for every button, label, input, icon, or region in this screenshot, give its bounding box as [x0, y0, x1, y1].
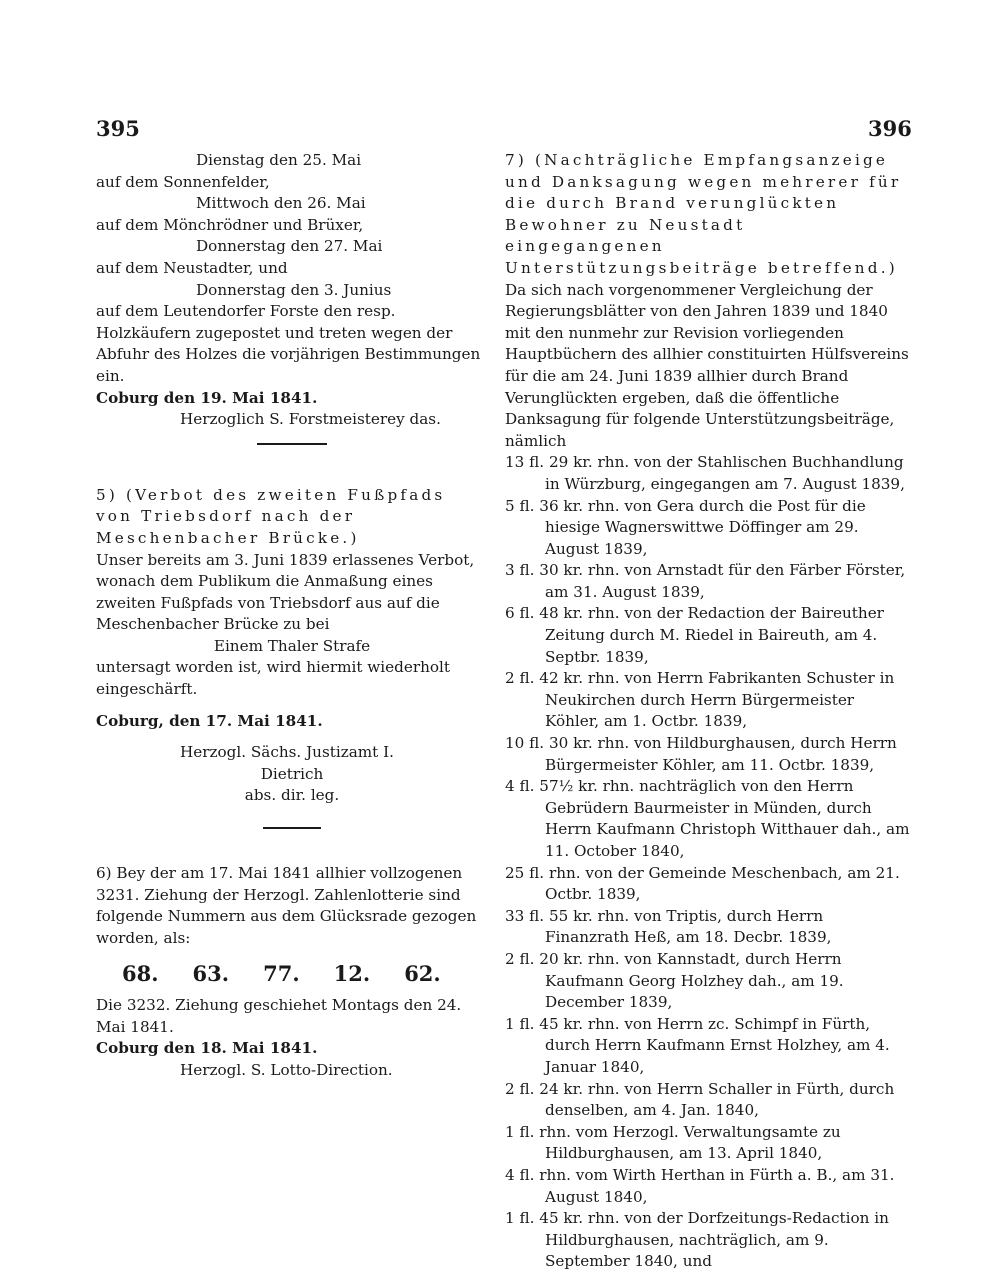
- donation-entry: 2 fl. 42 kr. rhn. von Herrn Fabrikanten Schuster in Neukirchen durch Herrn Bürgermeister Köhler, am 1. Octbr. 1839,: [505, 669, 895, 731]
- section-divider: [257, 443, 327, 445]
- lottery-number: 12.: [333, 961, 371, 987]
- lottery-number: 63.: [192, 961, 230, 987]
- schedule-place-4: auf dem Leutendorfer Forste den resp. Holzkäufern zugepostet und treten wegen der Abfuhr des Holzes die vorjährigen Bestimmungen ein.: [96, 302, 481, 385]
- donation-entry: 5 fl. 36 kr. rhn. von Gera durch die Post für die hiesige Wagnerswittwe Döffinger am 29. August 1839,: [505, 496, 866, 558]
- notice7-intro: Da sich nach vorgenommener Vergleichung der Regierungsblätter von den Jahren 1839 und 1840 mit den nunmehr zur Revision vorliegenden Hauptbüchern des allhier constituirten Hülfsvereins für die am 24. Juni 1839 allhier durch Brand Verunglückten ergeben, daß die öffentliche Danksagung für folgende Unterstützungsbeiträge, nämlich: [505, 280, 909, 450]
- lottery-number: 62.: [404, 961, 441, 987]
- notice5-date: Coburg, den 17. Mai 1841.: [96, 711, 323, 730]
- donation-entry: 1 fl. 45 kr. rhn. von Herrn zc. Schimpf in Fürth, durch Herrn Kaufmann Ernst Holzhey, am 4. Januar 1840,: [505, 1014, 890, 1076]
- notice4-date: Coburg den 19. Mai 1841.: [96, 388, 318, 407]
- lottery-number: 77.: [263, 961, 300, 987]
- donation-entry: 1 fl. 45 kr. rhn. von der Dorfzeitungs-Redaction in Hildburghausen, nachträglich, am 9. September 1840, und: [505, 1209, 889, 1271]
- notice5-body: Unser bereits am 3. Juni 1839 erlassenes Verbot, wonach dem Publikum die Anmaßung eines zweiten Fußpfads von Triebsdorf aus auf die Meschenbacher Brücke zu bei: [96, 550, 475, 634]
- left-column: [96, 150, 488, 1081]
- page-number-left: 395: [96, 116, 140, 141]
- lottery-number: 68.: [122, 961, 159, 987]
- lottery-numbers: [122, 963, 488, 985]
- notice5-title: 5) (Verbot des zweiten Fußpfads von Triebsdorf nach der Meschenbacher Brücke.): [96, 485, 446, 547]
- donation-entry: 2 fl. 20 kr. rhn. von Kannstadt, durch Herrn Kaufmann Georg Holzhey dah., am 19. December 1839,: [505, 949, 844, 1012]
- spacer: [96, 459, 488, 485]
- notice5-signature: Herzogl. Sächs. Justizamt I.: [180, 743, 394, 762]
- notice5-body-continued: untersagt worden ist, wird hiermit wiederholt eingeschärft.: [96, 658, 450, 699]
- schedule-date-3: Donnerstag den 27. Mai: [196, 237, 383, 256]
- notice5-penalty: Einem Thaler Strafe: [213, 636, 371, 655]
- donation-entry: 33 fl. 55 kr. rhn. von Triptis, durch Herrn Finanzrath Heß, am 18. Decbr. 1839,: [505, 906, 832, 947]
- spacer: [96, 732, 488, 742]
- schedule-place-3: auf dem Neustadter, und: [96, 258, 288, 277]
- page-number-right: 396: [868, 116, 912, 141]
- spacer: [96, 701, 488, 711]
- notice6-next-draw: Die 3232. Ziehung geschiehet Montags den 24. Mai 1841.: [96, 996, 462, 1036]
- donation-entry: 25 fl. rhn. von der Gemeinde Meschenbach, am 21. Octbr. 1839,: [505, 863, 900, 904]
- schedule-date-4: Donnerstag den 3. Junius: [196, 280, 392, 299]
- donation-entry: 4 fl. rhn. vom Wirth Herthan in Fürth a. B., am 31. August 1840,: [505, 1165, 895, 1206]
- donation-entry: 13 fl. 29 kr. rhn. von der Stahlischen Buchhandlung in Würzburg, eingegangen am 7. August 1839,: [505, 453, 905, 493]
- donation-entry: 1 fl. rhn. vom Herzogl. Verwaltungsamte zu Hildburghausen, am 13. April 1840,: [505, 1122, 841, 1163]
- donation-entry: 3 fl. 30 kr. rhn. von Arnstadt für den Färber Förster, am 31. August 1839,: [505, 561, 906, 601]
- schedule-place-2: auf dem Mönchrödner und Brüxer,: [96, 215, 364, 234]
- donation-entry: 10 fl. 30 kr. rhn. von Hildburghausen, durch Herrn Bürgermeister Köhler, am 11. Octbr. 1839,: [505, 734, 897, 774]
- notice6-date: Coburg den 18. Mai 1841.: [96, 1039, 318, 1058]
- notice5-name: Dietrich: [260, 764, 324, 783]
- notice5-name-note: abs. dir. leg.: [244, 786, 340, 805]
- schedule-place-1: auf dem Sonnenfelder,: [96, 172, 270, 191]
- notice7-title: 7) (Nachträgliche Empfangsanzeige und Danksagung wegen mehrerer für die durch Brand verunglückten Bewohner zu Neustadt eingegangenen Unterstützungsbeiträge betreffend.): [505, 151, 902, 277]
- donation-entry: 6 fl. 48 kr. rhn. von der Redaction der Baireuther Zeitung durch M. Riedel in Baireuth, am 4. Septbr. 1839,: [505, 604, 884, 666]
- notice6-body: 6) Bey der am 17. Mai 1841 allhier vollzogenen 3231. Ziehung der Herzogl. Zahlenlotterie sind folgende Nummern aus dem Glücksrade gezogen worden, als:: [96, 864, 477, 947]
- right-column: [505, 150, 911, 1273]
- notice4-signature: Herzoglich S. Forstmeisterey das.: [180, 410, 441, 429]
- section-divider: [263, 827, 321, 829]
- donation-entry: 2 fl. 24 kr. rhn. von Herrn Schaller in Fürth, durch denselben, am 4. Jan. 1840,: [505, 1079, 895, 1120]
- schedule-date-2: Mittwoch den 26. Mai: [196, 194, 366, 213]
- donation-entry: 4 fl. 57½ kr. rhn. nachträglich von den Herrn Gebrüdern Baurmeister in Münden, durch Herrn Kaufmann Christoph Witthauer dah., am 11. October 1840,: [505, 777, 910, 860]
- notice6-signature: Herzogl. S. Lotto-Direction.: [180, 1060, 393, 1079]
- schedule-date-1: Dienstag den 25. Mai: [196, 151, 362, 169]
